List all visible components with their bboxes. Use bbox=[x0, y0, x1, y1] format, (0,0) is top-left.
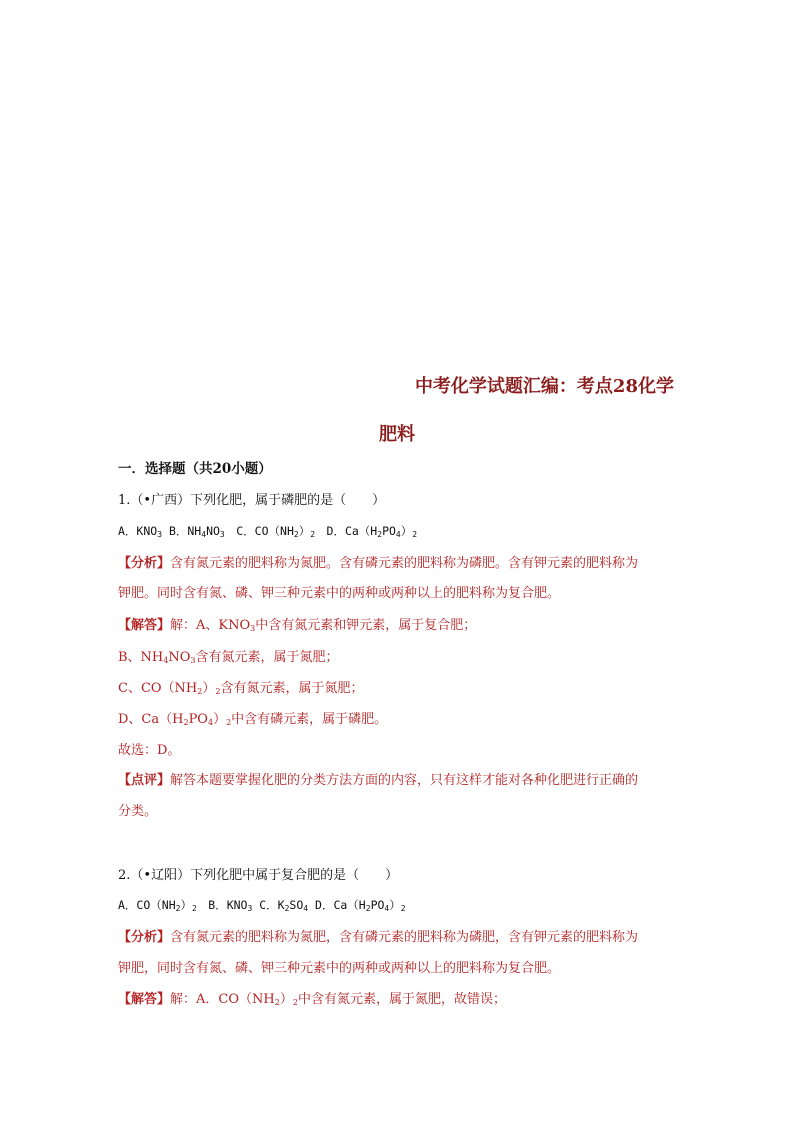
q1-answer-c: C、CO（NH bbox=[118, 681, 198, 696]
q1-answer-d-mid: PO bbox=[188, 712, 208, 727]
q1-comment-text-1: 解答本题要掌握化肥的分类方法方面的内容，只有这样才能对各种化肥进行正确的 bbox=[170, 773, 639, 788]
q1-option-b-sub1: 4 bbox=[201, 530, 207, 539]
q2-option-a: A．CO（NH bbox=[118, 898, 176, 912]
q2-option-c-sub1: 2 bbox=[284, 904, 290, 913]
q1-answer-line-a bbox=[118, 614, 476, 633]
q1-answer-a-end: 中含有氮元素和钾元素，属于复合肥； bbox=[255, 618, 477, 633]
q1-option-b-mid: NO bbox=[206, 524, 220, 538]
q1-option-c-end: ） bbox=[298, 524, 311, 538]
q1-analysis-text-1: 含有氮元素的肥料称为氮肥。含有磷元素的肥料称为磷肥。含有钾元素的肥料称为 bbox=[170, 556, 639, 571]
q2-answer-a-end: 中含有氮元素，属于氮肥，故错误； bbox=[297, 992, 506, 1007]
q2-option-d-sub2: 4 bbox=[384, 904, 390, 913]
q1-answer-b-sub2: 3 bbox=[190, 656, 196, 665]
q2-option-d: D．Ca（H bbox=[308, 898, 366, 912]
q1-answer-b: B、NH bbox=[118, 650, 164, 665]
q1-answer-tag: 【解答】 bbox=[118, 618, 171, 633]
q2-options bbox=[118, 897, 406, 913]
q1-answer-c-sub2: 2 bbox=[215, 687, 221, 696]
q2-option-c: C．K bbox=[252, 898, 285, 912]
q1-answer-c-sub1: 2 bbox=[197, 687, 203, 696]
q1-answer-b-sub1: 4 bbox=[163, 656, 169, 665]
q1-answer-c-mid: ） bbox=[202, 681, 216, 696]
q2-option-d-end: ） bbox=[389, 898, 401, 912]
q1-answer-d-sub3: 2 bbox=[226, 718, 232, 727]
q1-answer-d-sub2: 4 bbox=[207, 718, 214, 727]
q1-comment-tag: 【点评】 bbox=[118, 773, 171, 788]
q1-option-d-end: ） bbox=[400, 524, 413, 538]
q1-comment-line-1 bbox=[118, 769, 638, 788]
q1-stem: 1.（•广西）下列化肥，属于磷肥的是（ ） bbox=[118, 493, 386, 508]
q1-option-d-sub2: 4 bbox=[395, 530, 401, 539]
q2-option-c-sub2: 4 bbox=[303, 904, 309, 913]
q1-answer-line-c bbox=[118, 677, 363, 696]
q2-answer-tag: 【解答】 bbox=[118, 992, 171, 1007]
q2-stem: 2.（•辽阳）下列化肥中属于复合肥的是（ ） bbox=[118, 868, 399, 883]
q2-option-d-sub3: 2 bbox=[400, 904, 406, 913]
q2-option-b: B．KNO bbox=[196, 898, 248, 912]
q1-answer-c-end: 含有氮元素，属于氮肥； bbox=[220, 681, 364, 696]
title-line-2: 肥料 bbox=[379, 424, 415, 445]
q1-answer-b-mid: NO bbox=[168, 650, 191, 665]
q1-answer-d-mid2: ） bbox=[213, 712, 227, 727]
title-line-1: 中考化学试题汇编：考点28化学 bbox=[414, 376, 674, 397]
q1-choice: 故选：D。 bbox=[118, 743, 181, 758]
q1-answer-d-sub1: 2 bbox=[183, 718, 189, 727]
q1-answer-a: 解：A、KNO bbox=[170, 618, 251, 633]
q1-option-d: D．Ca（H bbox=[315, 524, 378, 538]
q1-option-b: B．NH bbox=[162, 524, 202, 538]
q2-answer-a: 解：A．CO（NH bbox=[170, 992, 275, 1007]
q1-answer-line-b bbox=[118, 646, 339, 665]
q1-option-b-sub2: 3 bbox=[219, 530, 225, 539]
q2-analysis-tag: 【分析】 bbox=[118, 930, 171, 945]
section-heading: 一．选择题（共20小题） bbox=[118, 461, 272, 477]
q1-analysis-tag: 【分析】 bbox=[118, 556, 171, 571]
q2-analysis-line-1 bbox=[118, 926, 638, 945]
q1-answer-d: D、Ca（H bbox=[118, 712, 184, 727]
q1-option-c: C．CO（NH bbox=[224, 524, 294, 538]
q1-options bbox=[118, 523, 417, 539]
q2-option-c-mid: SO bbox=[289, 898, 304, 912]
q1-answer-a-sub: 3 bbox=[250, 624, 256, 633]
q1-option-c-sub2: 2 bbox=[310, 530, 316, 539]
q1-analysis-line-1 bbox=[118, 552, 638, 571]
q2-option-d-sub1: 2 bbox=[365, 904, 371, 913]
q2-option-a-sub2: 2 bbox=[191, 904, 197, 913]
q2-analysis-text-1: 含有氮元素的肥料称为氮肥，含有磷元素的肥料称为磷肥，含有钾元素的肥料称为 bbox=[170, 930, 639, 945]
q1-option-a: A．KNO bbox=[118, 524, 158, 538]
q2-answer-line-a bbox=[118, 988, 506, 1007]
q2-option-a-end: ） bbox=[180, 898, 192, 912]
q1-option-c-sub1: 2 bbox=[293, 530, 299, 539]
q1-answer-b-end: 含有氮元素，属于氮肥； bbox=[195, 650, 339, 665]
q1-answer-line-d bbox=[118, 708, 387, 727]
q2-answer-a-sub1: 2 bbox=[274, 998, 280, 1007]
q1-option-d-mid: PO bbox=[382, 524, 396, 538]
q2-option-d-mid: PO bbox=[370, 898, 385, 912]
q1-answer-d-end: 中含有磷元素，属于磷肥。 bbox=[231, 712, 388, 727]
q1-option-d-sub1: 2 bbox=[377, 530, 383, 539]
q1-option-a-sub: 3 bbox=[157, 530, 163, 539]
q1-analysis-line-2: 钾肥。同时含有氮、磷、钾三种元素中的两种或两种以上的肥料称为复合肥。 bbox=[118, 586, 561, 601]
q1-comment-line-2: 分类。 bbox=[118, 804, 158, 819]
q2-answer-a-sub2: 2 bbox=[292, 998, 298, 1007]
q2-option-a-sub1: 2 bbox=[175, 904, 181, 913]
q2-analysis-line-2: 钾肥，同时含有氮、磷、钾三种元素中的两种或两种以上的肥料称为复合肥。 bbox=[118, 961, 561, 976]
q2-answer-a-mid: ） bbox=[279, 992, 293, 1007]
q2-option-b-sub: 3 bbox=[247, 904, 253, 913]
q1-option-d-sub3: 2 bbox=[412, 530, 418, 539]
